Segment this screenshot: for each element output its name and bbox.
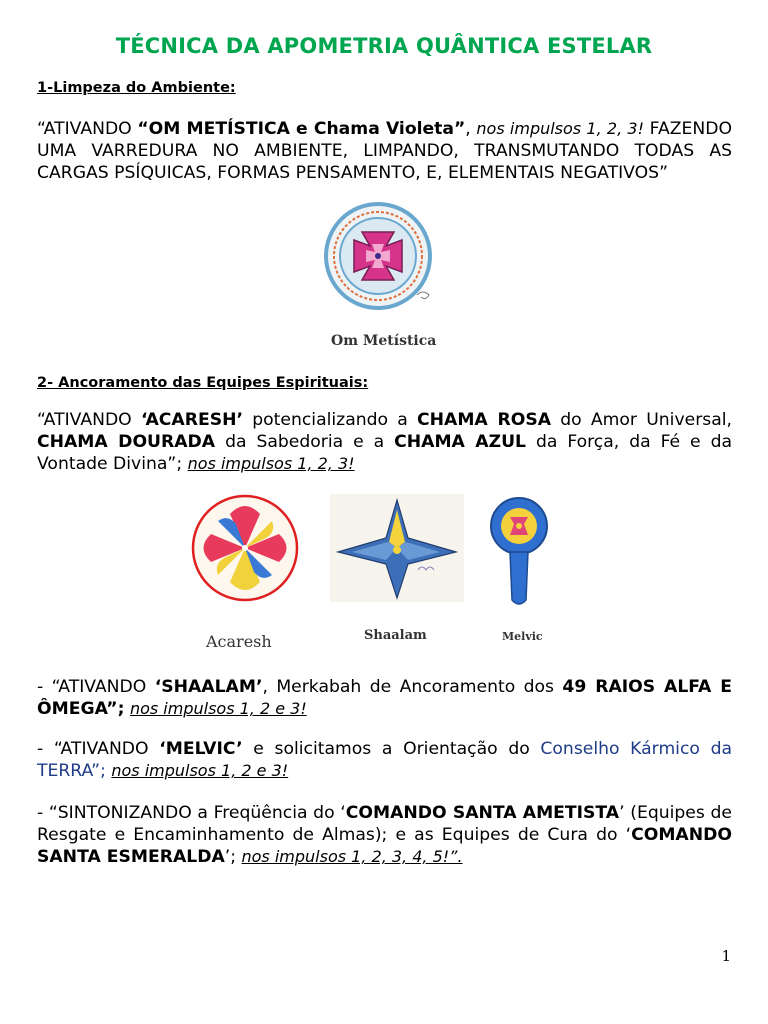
sintonizando-paragraph: - “SINTONIZANDO a Freqüência do ‘COMANDO SANTA AMETISTA’ (Equipes de Resgate e Encaminhamento de Almas); e as Equipes de Cura do ‘COMANDO SANTA ESMERALDA’; nos impulsos 1, 2, 3, 4, 5!”. <box>37 803 732 867</box>
section1-paragraph: “ATIVANDO “OM METÍSTICA e Chama Violeta”, nos impulsos 1, 2, 3! FAZENDO UMA VARREDURA NO AMBIENTE, LIMPANDO, TRANSMUTANDO TODAS AS CARGAS PSÍQUICAS, FORMAS PENSAMENTO, E, ELEMENTAIS NEGATIVOS” <box>37 119 732 183</box>
acaresh-caption: Acaresh <box>206 632 272 651</box>
section1-heading: 1-Limpeza do Ambiente: <box>37 80 236 96</box>
shaalam-caption: Shaalam <box>364 628 427 643</box>
page-title: TÉCNICA DA APOMETRIA QUÂNTICA ESTELAR <box>115 34 653 58</box>
melvic-paragraph: - “ATIVANDO ‘MELVIC’ e solicitamos a Orientação do Conselho Kármico da TERRA”; nos impulsos 1, 2 e 3! <box>37 739 733 781</box>
section2-heading: 2- Ancoramento das Equipes Espirituais: <box>37 375 369 391</box>
shaalam-image <box>330 494 464 602</box>
melvic-caption: Melvic <box>502 630 543 643</box>
acaresh-image <box>188 494 302 602</box>
page-number: 1 <box>721 947 731 965</box>
shaalam-paragraph: - “ATIVANDO ‘SHAALAM’, Merkabah de Ancoramento dos 49 RAIOS ALFA E ÔMEGA”; nos impulsos 1, 2 e 3! <box>37 677 732 719</box>
melvic-image <box>484 496 554 608</box>
om-metistica-caption: Om Metística <box>331 333 437 349</box>
section2-paragraph: “ATIVANDO ‘ACARESH’ potencializando a CHAMA ROSA do Amor Universal, CHAMA DOURADA da Sabedoria e a CHAMA AZUL da Força, da Fé e da Vontade Divina”; nos impulsos 1, 2, 3! <box>37 410 733 474</box>
om-metistica-image <box>322 200 442 316</box>
